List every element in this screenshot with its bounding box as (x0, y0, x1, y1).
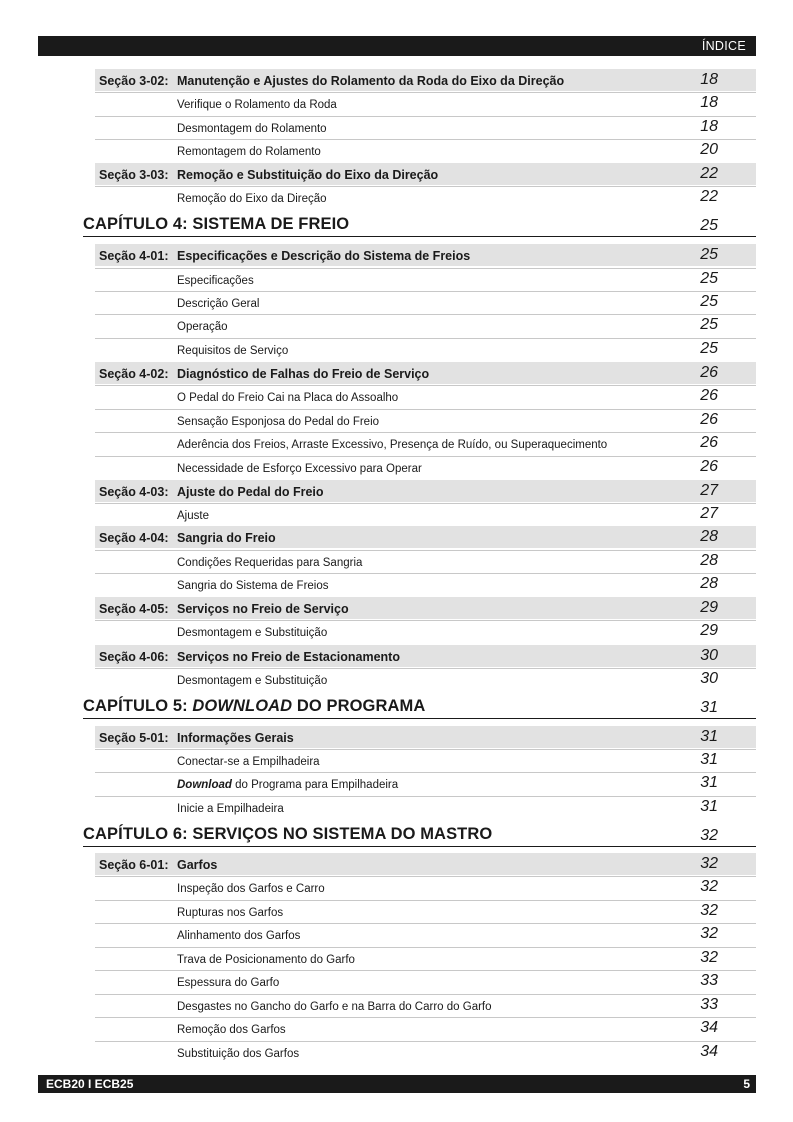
chapter-title-text: CAPÍTULO 5: (83, 697, 193, 715)
toc-section-row[interactable] (95, 597, 756, 619)
item-title-text: Trava de Posicionamento do Garfo (177, 954, 355, 966)
section-number: Seção 6-01: (99, 858, 169, 872)
item-title-text: Desmontagem e Substituição (177, 627, 328, 639)
page-number: 26 (700, 387, 718, 404)
page-number: 25 (700, 340, 718, 357)
item-title-text: Desmontagem do Rolamento (177, 123, 327, 135)
item-title-text: Alinhamento dos Garfos (177, 930, 301, 942)
toc-item-row[interactable] (95, 620, 756, 642)
section-number: Seção 4-01: (99, 249, 169, 263)
toc-section-row[interactable] (95, 645, 756, 667)
item-title (177, 1048, 299, 1060)
toc-item-row[interactable] (95, 139, 756, 161)
item-title-text: Condições Requeridas para Sangria (177, 557, 363, 569)
page-number: 25 (700, 246, 718, 263)
page-number: 22 (700, 188, 718, 205)
section-number: Seção 3-03: (99, 168, 169, 182)
section-number: Seção 3-02: (99, 74, 169, 88)
toc-item-row[interactable] (95, 268, 756, 290)
section-title: Serviços no Freio de Estacionamento (177, 650, 400, 664)
page-number: 32 (700, 855, 718, 872)
toc-item-row[interactable] (95, 923, 756, 945)
toc-item-row[interactable] (95, 876, 756, 898)
item-title (177, 907, 283, 919)
item-title (177, 439, 607, 451)
chapter-title-suffix: DO PROGRAMA (292, 697, 426, 715)
toc-chapter-row[interactable] (83, 823, 756, 847)
item-title-emphasis: Download (177, 779, 232, 791)
item-title-text: Operação (177, 321, 228, 333)
chapter-title (83, 215, 349, 234)
toc-item-row[interactable] (95, 900, 756, 922)
item-title-text: Inicie a Empilhadeira (177, 803, 284, 815)
toc-item-row[interactable] (95, 92, 756, 114)
page-number: 34 (700, 1019, 718, 1036)
item-title (177, 675, 327, 687)
page-number: 31 (700, 798, 718, 815)
item-title (177, 1024, 286, 1036)
toc-item-row[interactable] (95, 338, 756, 360)
section-title: Ajuste do Pedal do Freio (177, 485, 324, 499)
item-title (177, 99, 337, 111)
page-number: 18 (700, 118, 718, 135)
item-title (177, 510, 209, 522)
page-number: 27 (700, 505, 718, 522)
item-title (177, 321, 228, 333)
toc-section-row[interactable] (95, 69, 756, 91)
item-title-text: O Pedal do Freio Cai na Placa do Assoalho (177, 392, 399, 404)
item-title-text: Remoção dos Garfos (177, 1024, 286, 1036)
item-title-text: Requisitos de Serviço (177, 345, 289, 357)
page-number: 26 (700, 364, 718, 381)
page-number: 25 (700, 293, 718, 310)
toc-section-row[interactable] (95, 853, 756, 875)
toc-section-row[interactable] (95, 526, 756, 548)
page-number: 25 (700, 217, 718, 234)
page-number: 34 (700, 1043, 718, 1060)
toc-item-row[interactable] (95, 796, 756, 818)
toc-section-row[interactable] (95, 726, 756, 748)
toc-item-row[interactable] (95, 409, 756, 431)
item-title (177, 977, 279, 989)
item-title (177, 557, 362, 569)
chapter-title-text: CAPÍTULO 6: SERVIÇOS NO SISTEMA DO MASTRO (83, 825, 493, 843)
toc-item-row[interactable] (95, 573, 756, 595)
page-number: 28 (700, 552, 718, 569)
toc-section-row[interactable] (95, 480, 756, 502)
item-title-text: do Programa para Empilhadeira (231, 779, 399, 791)
page-number: 22 (700, 165, 718, 182)
item-title (177, 298, 259, 310)
item-title-text: Aderência dos Freios, Arraste Excessivo, Presença de Ruído, ou Superaquecimento (177, 439, 608, 451)
section-title: Manutenção e Ajustes do Rolamento da Roda do Eixo da Direção (177, 74, 565, 88)
section-title: Diagnóstico de Falhas do Freio de Serviço (177, 367, 430, 381)
page-number: 32 (700, 949, 718, 966)
section-title: Remoção e Substituição do Eixo da Direção (177, 168, 439, 182)
item-title (177, 463, 422, 475)
page-number: 26 (700, 458, 718, 475)
toc-section-row[interactable] (95, 244, 756, 266)
item-title (177, 954, 355, 966)
item-title (177, 756, 320, 768)
toc-section-row[interactable] (95, 362, 756, 384)
toc-section-row[interactable] (95, 163, 756, 185)
chapter-title-emphasis: DOWNLOAD (192, 697, 293, 715)
item-title-text: Especificações (177, 275, 254, 287)
page-number: 18 (700, 71, 718, 88)
page-number: 25 (700, 270, 718, 287)
item-title (177, 392, 398, 404)
page-number: 31 (700, 728, 718, 745)
section-title: Informações Gerais (177, 731, 294, 745)
item-title (177, 123, 327, 135)
page-number: 30 (700, 670, 718, 687)
footer-page-number: 5 (743, 1077, 750, 1091)
page-number: 26 (700, 434, 718, 451)
page-number: 32 (700, 827, 718, 844)
page-number: 28 (700, 575, 718, 592)
toc-item-row[interactable] (95, 503, 756, 525)
page-number: 29 (700, 622, 718, 639)
item-title (177, 580, 329, 592)
section-number: Seção 4-02: (99, 367, 169, 381)
index-title: ÍNDICE (701, 39, 746, 53)
page-number: 29 (700, 599, 718, 616)
page-number: 31 (700, 699, 718, 716)
toc-item-row[interactable] (95, 186, 756, 208)
page-number: 32 (700, 902, 718, 919)
item-title (177, 275, 254, 287)
item-title (177, 345, 288, 357)
footer-models: ECB20 I ECB25 (46, 1077, 134, 1091)
page-number: 27 (700, 482, 718, 499)
section-number: Seção 4-04: (99, 531, 169, 545)
toc-item-row[interactable] (95, 1017, 756, 1039)
item-title-text: Inspeção dos Garfos e Carro (177, 883, 325, 895)
toc-item-row[interactable] (95, 291, 756, 313)
section-number: Seção 5-01: (99, 731, 169, 745)
item-title-text: Remontagem do Rolamento (177, 146, 321, 158)
item-title-text: Desmontagem e Substituição (177, 675, 328, 687)
item-title-text: Espessura do Garfo (177, 977, 280, 989)
toc-item-row[interactable] (95, 116, 756, 138)
footer-bar (38, 1075, 756, 1093)
toc-item-row[interactable] (95, 432, 756, 454)
header-bar (38, 36, 756, 56)
toc-chapter-row[interactable] (83, 695, 756, 719)
toc-item-row[interactable] (95, 970, 756, 992)
section-number: Seção 4-03: (99, 485, 169, 499)
item-title (177, 883, 325, 895)
item-title (177, 416, 379, 428)
page-number: 18 (700, 94, 718, 111)
item-title-text: Necessidade de Esforço Excessivo para Operar (177, 463, 422, 475)
toc-item-row[interactable] (95, 994, 756, 1016)
toc-item-row[interactable] (95, 385, 756, 407)
section-number: Seção 4-06: (99, 650, 169, 664)
toc-chapter-row[interactable] (83, 213, 756, 237)
section-title: Especificações e Descrição do Sistema de Freios (177, 249, 471, 263)
toc-item-row[interactable] (95, 772, 756, 794)
item-title-text: Ajuste (177, 510, 209, 522)
page-number: 33 (700, 996, 718, 1013)
item-title-text: Desgastes no Gancho do Garfo e na Barra do Carro do Garfo (177, 1001, 492, 1013)
item-title (177, 193, 327, 205)
toc-item-row[interactable] (95, 668, 756, 690)
page-number: 31 (700, 751, 718, 768)
section-title: Serviços no Freio de Serviço (177, 602, 349, 616)
chapter-title (83, 697, 425, 716)
item-title (177, 1001, 492, 1013)
item-title-text: Sensação Esponjosa do Pedal do Freio (177, 416, 380, 428)
toc-item-row[interactable] (95, 550, 756, 572)
section-number: Seção 4-05: (99, 602, 169, 616)
page-number: 30 (700, 647, 718, 664)
page-number: 31 (700, 774, 718, 791)
item-title-text: Remoção do Eixo da Direção (177, 193, 327, 205)
item-title-text: Rupturas nos Garfos (177, 907, 284, 919)
section-title: Sangria do Freio (177, 531, 276, 545)
chapter-title (83, 825, 492, 844)
item-title (177, 803, 284, 815)
toc-item-row[interactable] (95, 1041, 756, 1063)
toc-item-row[interactable] (95, 456, 756, 478)
page-number: 26 (700, 411, 718, 428)
toc-item-row[interactable] (95, 314, 756, 336)
chapter-title-text: CAPÍTULO 4: SISTEMA DE FREIO (83, 215, 350, 233)
item-title (177, 930, 300, 942)
toc-item-row[interactable] (95, 749, 756, 771)
item-title-text: Substituição dos Garfos (177, 1048, 300, 1060)
item-title (177, 627, 327, 639)
page-number: 20 (700, 141, 718, 158)
item-title (177, 779, 398, 791)
page-number: 28 (700, 528, 718, 545)
page-number: 32 (700, 878, 718, 895)
toc-item-row[interactable] (95, 947, 756, 969)
page-number: 33 (700, 972, 718, 989)
item-title-text: Conectar-se a Empilhadeira (177, 756, 320, 768)
item-title (177, 146, 321, 158)
item-title-text: Sangria do Sistema de Freios (177, 580, 329, 592)
item-title-text: Verifique o Rolamento da Roda (177, 99, 337, 111)
page-number: 25 (700, 316, 718, 333)
page-number: 32 (700, 925, 718, 942)
item-title-text: Descrição Geral (177, 298, 260, 310)
section-title: Garfos (177, 858, 218, 872)
